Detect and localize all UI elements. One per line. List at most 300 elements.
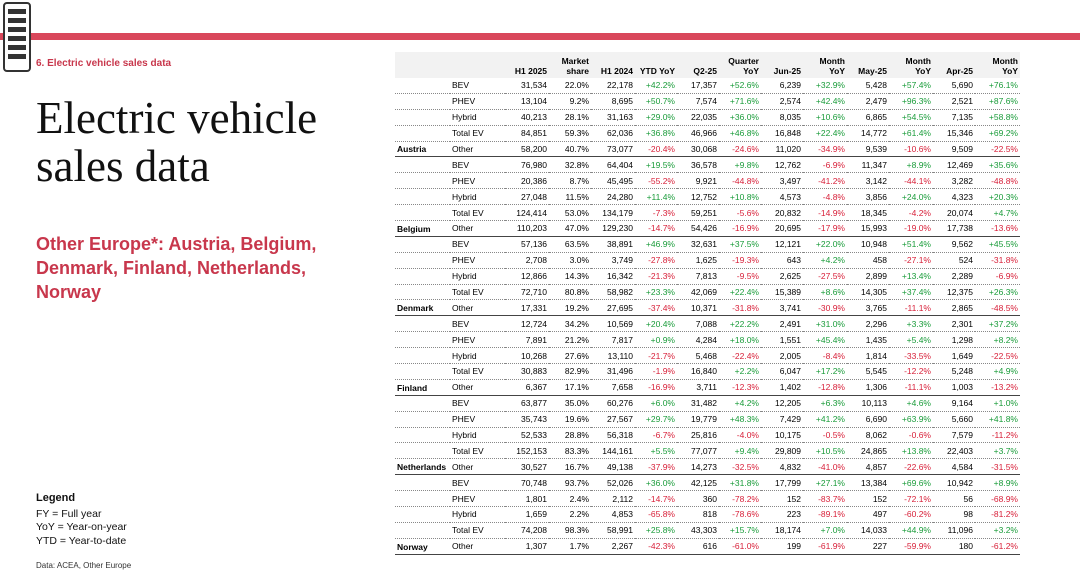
value-cell: -22.4% <box>719 348 761 364</box>
value-cell: -30.9% <box>803 300 847 316</box>
table-row <box>395 300 1020 316</box>
value-cell: 5,248 <box>933 364 975 380</box>
value-cell: 10,113 <box>847 395 889 411</box>
value-cell: +46.9% <box>635 236 677 252</box>
value-cell: 21.2% <box>549 332 591 348</box>
country-cell: Finland <box>395 379 450 395</box>
table-row <box>395 252 1020 268</box>
value-cell: -27.5% <box>803 268 847 284</box>
value-cell: 1.7% <box>549 538 591 554</box>
value-cell: 22.0% <box>549 78 591 93</box>
value-cell: -21.7% <box>635 348 677 364</box>
value-cell: +18.0% <box>719 332 761 348</box>
legend-item: YTD = Year-to-date <box>36 534 127 547</box>
value-cell: +3.3% <box>889 316 933 332</box>
value-cell: -21.3% <box>635 268 677 284</box>
vehicle-type-cell: Total EV <box>450 522 505 538</box>
table-row <box>395 316 1020 332</box>
value-cell: +3.7% <box>975 443 1020 459</box>
value-cell: +5.4% <box>889 332 933 348</box>
value-cell: 7,817 <box>591 332 635 348</box>
value-cell: -7.3% <box>635 205 677 221</box>
value-cell: 49,138 <box>591 459 635 475</box>
country-cell <box>395 173 450 189</box>
column-header: Month YoY <box>889 52 933 78</box>
vehicle-type-cell: Other <box>450 379 505 395</box>
column-header: Jun-25 <box>761 52 803 78</box>
value-cell: +58.8% <box>975 109 1020 125</box>
country-cell <box>395 316 450 332</box>
value-cell: +9.4% <box>719 443 761 459</box>
value-cell: 360 <box>677 491 719 507</box>
value-cell: 5,428 <box>847 78 889 93</box>
value-cell: 58,991 <box>591 522 635 538</box>
vehicle-type-cell: PHEV <box>450 252 505 268</box>
value-cell: 45,495 <box>591 173 635 189</box>
value-cell: 16,840 <box>677 364 719 380</box>
value-cell: 1,659 <box>505 507 549 523</box>
vehicle-type-cell: Other <box>450 300 505 316</box>
country-cell <box>395 284 450 300</box>
value-cell: 27,567 <box>591 411 635 427</box>
value-cell: +41.2% <box>803 411 847 427</box>
value-cell: -5.6% <box>719 205 761 221</box>
value-cell: 17,799 <box>761 475 803 491</box>
value-cell: 180 <box>933 538 975 554</box>
value-cell: +2.2% <box>719 364 761 380</box>
country-cell <box>395 522 450 538</box>
country-cell <box>395 348 450 364</box>
vehicle-type-cell: Total EV <box>450 125 505 141</box>
value-cell: -78.2% <box>719 491 761 507</box>
value-cell: 11,020 <box>761 141 803 157</box>
value-cell: -41.2% <box>803 173 847 189</box>
vehicle-type-cell: Other <box>450 538 505 554</box>
country-cell <box>395 157 450 173</box>
value-cell: 93.7% <box>549 475 591 491</box>
value-cell: 12,469 <box>933 157 975 173</box>
value-cell: +3.2% <box>975 522 1020 538</box>
value-cell: 10,942 <box>933 475 975 491</box>
value-cell: +71.6% <box>719 93 761 109</box>
value-cell: 7,579 <box>933 427 975 443</box>
country-cell <box>395 395 450 411</box>
value-cell: +4.2% <box>803 252 847 268</box>
value-cell: +76.1% <box>975 78 1020 93</box>
value-cell: -55.2% <box>635 173 677 189</box>
value-cell: 3,856 <box>847 189 889 205</box>
value-cell: +7.0% <box>803 522 847 538</box>
value-cell: +44.9% <box>889 522 933 538</box>
value-cell: 223 <box>761 507 803 523</box>
column-header: H1 2025 <box>505 52 549 78</box>
value-cell: +48.3% <box>719 411 761 427</box>
country-cell: Belgium <box>395 221 450 237</box>
column-header: Q2-25 <box>677 52 719 78</box>
vehicle-type-cell: Hybrid <box>450 507 505 523</box>
value-cell: -48.5% <box>975 300 1020 316</box>
page-subtitle: Other Europe*: Austria, Belgium, Denmark, Finland, Netherlands, Norway <box>36 234 317 302</box>
value-cell: -44.8% <box>719 173 761 189</box>
value-cell: 15,993 <box>847 221 889 237</box>
country-cell <box>395 78 450 93</box>
value-cell: 35.0% <box>549 395 591 411</box>
value-cell: 63.5% <box>549 236 591 252</box>
value-cell: 3.0% <box>549 252 591 268</box>
value-cell: 5,468 <box>677 348 719 364</box>
value-cell: +32.9% <box>803 78 847 93</box>
value-cell: 72,710 <box>505 284 549 300</box>
value-cell: 18,174 <box>761 522 803 538</box>
column-header <box>395 52 450 78</box>
column-header: Quarter YoY <box>719 52 761 78</box>
table-row <box>395 236 1020 252</box>
value-cell: -27.8% <box>635 252 677 268</box>
value-cell: +22.0% <box>803 236 847 252</box>
table-row <box>395 141 1020 157</box>
value-cell: +8.2% <box>975 332 1020 348</box>
value-cell: +10.5% <box>803 443 847 459</box>
column-header: May-25 <box>847 52 889 78</box>
value-cell: +87.6% <box>975 93 1020 109</box>
vehicle-type-cell: Other <box>450 141 505 157</box>
value-cell: 7,574 <box>677 93 719 109</box>
value-cell: -61.9% <box>803 538 847 554</box>
value-cell: -14.7% <box>635 221 677 237</box>
value-cell: +4.6% <box>889 395 933 411</box>
value-cell: -68.9% <box>975 491 1020 507</box>
value-cell: 10,175 <box>761 427 803 443</box>
value-cell: 6,690 <box>847 411 889 427</box>
value-cell: -22.5% <box>975 141 1020 157</box>
value-cell: 2.4% <box>549 491 591 507</box>
value-cell: 524 <box>933 252 975 268</box>
value-cell: 82.9% <box>549 364 591 380</box>
value-cell: +46.8% <box>719 125 761 141</box>
value-cell: 818 <box>677 507 719 523</box>
value-cell: 643 <box>761 252 803 268</box>
country-cell <box>395 205 450 221</box>
value-cell: 458 <box>847 252 889 268</box>
value-cell: 2,005 <box>761 348 803 364</box>
value-cell: +5.5% <box>635 443 677 459</box>
value-cell: -12.2% <box>889 364 933 380</box>
country-cell <box>395 364 450 380</box>
value-cell: 2,296 <box>847 316 889 332</box>
header-accent-bar <box>0 33 1080 40</box>
value-cell: +50.7% <box>635 93 677 109</box>
table-body <box>395 78 1020 554</box>
value-cell: +31.0% <box>803 316 847 332</box>
value-cell: 110,203 <box>505 221 549 237</box>
value-cell: +13.8% <box>889 443 933 459</box>
value-cell: +61.4% <box>889 125 933 141</box>
value-cell: -20.4% <box>635 141 677 157</box>
table-row <box>395 379 1020 395</box>
table-row <box>395 475 1020 491</box>
value-cell: +9.8% <box>719 157 761 173</box>
value-cell: 29,809 <box>761 443 803 459</box>
value-cell: 9.2% <box>549 93 591 109</box>
value-cell: 9,164 <box>933 395 975 411</box>
value-cell: 3,749 <box>591 252 635 268</box>
value-cell: -11.1% <box>889 379 933 395</box>
value-cell: 9,562 <box>933 236 975 252</box>
value-cell: -0.5% <box>803 427 847 443</box>
vehicle-type-cell: Hybrid <box>450 109 505 125</box>
value-cell: 14,273 <box>677 459 719 475</box>
table-row <box>395 395 1020 411</box>
value-cell: +52.6% <box>719 78 761 93</box>
value-cell: -4.0% <box>719 427 761 443</box>
value-cell: +63.9% <box>889 411 933 427</box>
value-cell: 59.3% <box>549 125 591 141</box>
column-header: YTD YoY <box>635 52 677 78</box>
value-cell: 30,527 <box>505 459 549 475</box>
value-cell: 20,832 <box>761 205 803 221</box>
value-cell: 227 <box>847 538 889 554</box>
country-cell <box>395 236 450 252</box>
value-cell: -60.2% <box>889 507 933 523</box>
value-cell: +19.5% <box>635 157 677 173</box>
value-cell: 77,077 <box>677 443 719 459</box>
value-cell: 8,695 <box>591 93 635 109</box>
vehicle-type-cell: Hybrid <box>450 348 505 364</box>
value-cell: 6,239 <box>761 78 803 93</box>
value-cell: 62,036 <box>591 125 635 141</box>
value-cell: -14.7% <box>635 491 677 507</box>
value-cell: 32.8% <box>549 157 591 173</box>
value-cell: 57,136 <box>505 236 549 252</box>
value-cell: +45.4% <box>803 332 847 348</box>
value-cell: +6.3% <box>803 395 847 411</box>
value-cell: -6.9% <box>803 157 847 173</box>
value-cell: +20.3% <box>975 189 1020 205</box>
value-cell: 56,318 <box>591 427 635 443</box>
value-cell: +36.0% <box>635 475 677 491</box>
value-cell: 3,142 <box>847 173 889 189</box>
value-cell: 6,367 <box>505 379 549 395</box>
value-cell: -27.1% <box>889 252 933 268</box>
value-cell: 9,921 <box>677 173 719 189</box>
vehicle-type-cell: PHEV <box>450 332 505 348</box>
table-row <box>395 491 1020 507</box>
value-cell: 8.7% <box>549 173 591 189</box>
value-cell: +29.0% <box>635 109 677 125</box>
value-cell: +4.7% <box>975 205 1020 221</box>
table-row <box>395 459 1020 475</box>
value-cell: 19.2% <box>549 300 591 316</box>
value-cell: 2.2% <box>549 507 591 523</box>
value-cell: 1,551 <box>761 332 803 348</box>
value-cell: +13.4% <box>889 268 933 284</box>
country-cell: Netherlands <box>395 459 450 475</box>
table-row <box>395 538 1020 554</box>
value-cell: 152 <box>847 491 889 507</box>
country-cell <box>395 491 450 507</box>
value-cell: 3,741 <box>761 300 803 316</box>
value-cell: 17,331 <box>505 300 549 316</box>
value-cell: 10,948 <box>847 236 889 252</box>
value-cell: 76,980 <box>505 157 549 173</box>
table-row <box>395 268 1020 284</box>
value-cell: 9,539 <box>847 141 889 157</box>
value-cell: 7,813 <box>677 268 719 284</box>
value-cell: 18,345 <box>847 205 889 221</box>
value-cell: 4,857 <box>847 459 889 475</box>
value-cell: 30,068 <box>677 141 719 157</box>
country-cell <box>395 443 450 459</box>
value-cell: 497 <box>847 507 889 523</box>
vehicle-type-cell: Hybrid <box>450 427 505 443</box>
value-cell: -17.9% <box>803 221 847 237</box>
value-cell: 12,752 <box>677 189 719 205</box>
value-cell: 152 <box>761 491 803 507</box>
value-cell: 124,414 <box>505 205 549 221</box>
vehicle-type-cell: Hybrid <box>450 189 505 205</box>
column-header: H1 2024 <box>591 52 635 78</box>
value-cell: -8.4% <box>803 348 847 364</box>
value-cell: 7,891 <box>505 332 549 348</box>
value-cell: -61.0% <box>719 538 761 554</box>
value-cell: 28.1% <box>549 109 591 125</box>
value-cell: 24,280 <box>591 189 635 205</box>
value-cell: 5,545 <box>847 364 889 380</box>
value-cell: +41.8% <box>975 411 1020 427</box>
value-cell: 2,112 <box>591 491 635 507</box>
value-cell: 98.3% <box>549 522 591 538</box>
table-row <box>395 109 1020 125</box>
value-cell: 54,426 <box>677 221 719 237</box>
country-cell: Denmark <box>395 300 450 316</box>
value-cell: 98 <box>933 507 975 523</box>
value-cell: +0.9% <box>635 332 677 348</box>
value-cell: +10.8% <box>719 189 761 205</box>
value-cell: 16,342 <box>591 268 635 284</box>
value-cell: 24,865 <box>847 443 889 459</box>
value-cell: -10.6% <box>889 141 933 157</box>
value-cell: +45.5% <box>975 236 1020 252</box>
value-cell: -42.3% <box>635 538 677 554</box>
value-cell: 12,121 <box>761 236 803 252</box>
value-cell: +42.2% <box>635 78 677 93</box>
value-cell: 1,307 <box>505 538 549 554</box>
value-cell: +4.9% <box>975 364 1020 380</box>
value-cell: -9.5% <box>719 268 761 284</box>
value-cell: 25,816 <box>677 427 719 443</box>
value-cell: 10,569 <box>591 316 635 332</box>
table-row <box>395 348 1020 364</box>
value-cell: -16.9% <box>635 379 677 395</box>
value-cell: 13,104 <box>505 93 549 109</box>
value-cell: +37.5% <box>719 236 761 252</box>
value-cell: 83.3% <box>549 443 591 459</box>
value-cell: 60,276 <box>591 395 635 411</box>
value-cell: 42,125 <box>677 475 719 491</box>
value-cell: 1,003 <box>933 379 975 395</box>
value-cell: +35.6% <box>975 157 1020 173</box>
value-cell: 20,695 <box>761 221 803 237</box>
value-cell: 14,772 <box>847 125 889 141</box>
value-cell: 144,161 <box>591 443 635 459</box>
value-cell: 5,690 <box>933 78 975 93</box>
table-row <box>395 157 1020 173</box>
value-cell: 31,163 <box>591 109 635 125</box>
value-cell: 22,178 <box>591 78 635 93</box>
value-cell: -19.0% <box>889 221 933 237</box>
value-cell: 27.6% <box>549 348 591 364</box>
value-cell: 28.8% <box>549 427 591 443</box>
value-cell: 59,251 <box>677 205 719 221</box>
value-cell: -0.6% <box>889 427 933 443</box>
vehicle-type-cell: PHEV <box>450 93 505 109</box>
value-cell: +8.9% <box>975 475 1020 491</box>
table-row <box>395 78 1020 93</box>
country-cell <box>395 109 450 125</box>
vehicle-type-cell: BEV <box>450 395 505 411</box>
value-cell: -1.9% <box>635 364 677 380</box>
value-cell: 4,284 <box>677 332 719 348</box>
value-cell: 32,631 <box>677 236 719 252</box>
value-cell: -11.1% <box>889 300 933 316</box>
value-cell: 10,371 <box>677 300 719 316</box>
value-cell: 52,533 <box>505 427 549 443</box>
value-cell: +11.4% <box>635 189 677 205</box>
value-cell: 56 <box>933 491 975 507</box>
vehicle-type-cell: BEV <box>450 236 505 252</box>
value-cell: +37.4% <box>889 284 933 300</box>
value-cell: 34.2% <box>549 316 591 332</box>
value-cell: 43,303 <box>677 522 719 538</box>
table-row <box>395 284 1020 300</box>
value-cell: 70,748 <box>505 475 549 491</box>
value-cell: -37.9% <box>635 459 677 475</box>
value-cell: 14,033 <box>847 522 889 538</box>
value-cell: +15.7% <box>719 522 761 538</box>
value-cell: -78.6% <box>719 507 761 523</box>
value-cell: 27,048 <box>505 189 549 205</box>
value-cell: 35,743 <box>505 411 549 427</box>
value-cell: 1,649 <box>933 348 975 364</box>
value-cell: 16.7% <box>549 459 591 475</box>
value-cell: 134,179 <box>591 205 635 221</box>
value-cell: +22.4% <box>803 125 847 141</box>
value-cell: 10,268 <box>505 348 549 364</box>
column-header: Month YoY <box>803 52 847 78</box>
footnote: Data: ACEA, Other Europe <box>36 561 132 570</box>
value-cell: -14.9% <box>803 205 847 221</box>
value-cell: 1,625 <box>677 252 719 268</box>
value-cell: 27,695 <box>591 300 635 316</box>
value-cell: 31,496 <box>591 364 635 380</box>
table-row <box>395 364 1020 380</box>
column-header: Apr-25 <box>933 52 975 78</box>
value-cell: 1,306 <box>847 379 889 395</box>
table-row <box>395 332 1020 348</box>
page-title-line-2: sales data <box>36 141 210 191</box>
value-cell: 7,135 <box>933 109 975 125</box>
value-cell: 22,035 <box>677 109 719 125</box>
vehicle-type-cell: BEV <box>450 316 505 332</box>
value-cell: +22.2% <box>719 316 761 332</box>
table-row <box>395 443 1020 459</box>
vehicle-type-cell: Hybrid <box>450 268 505 284</box>
value-cell: -33.5% <box>889 348 933 364</box>
value-cell: +25.8% <box>635 522 677 538</box>
vehicle-type-cell: PHEV <box>450 411 505 427</box>
value-cell: 47.0% <box>549 221 591 237</box>
country-cell: Norway <box>395 538 450 554</box>
